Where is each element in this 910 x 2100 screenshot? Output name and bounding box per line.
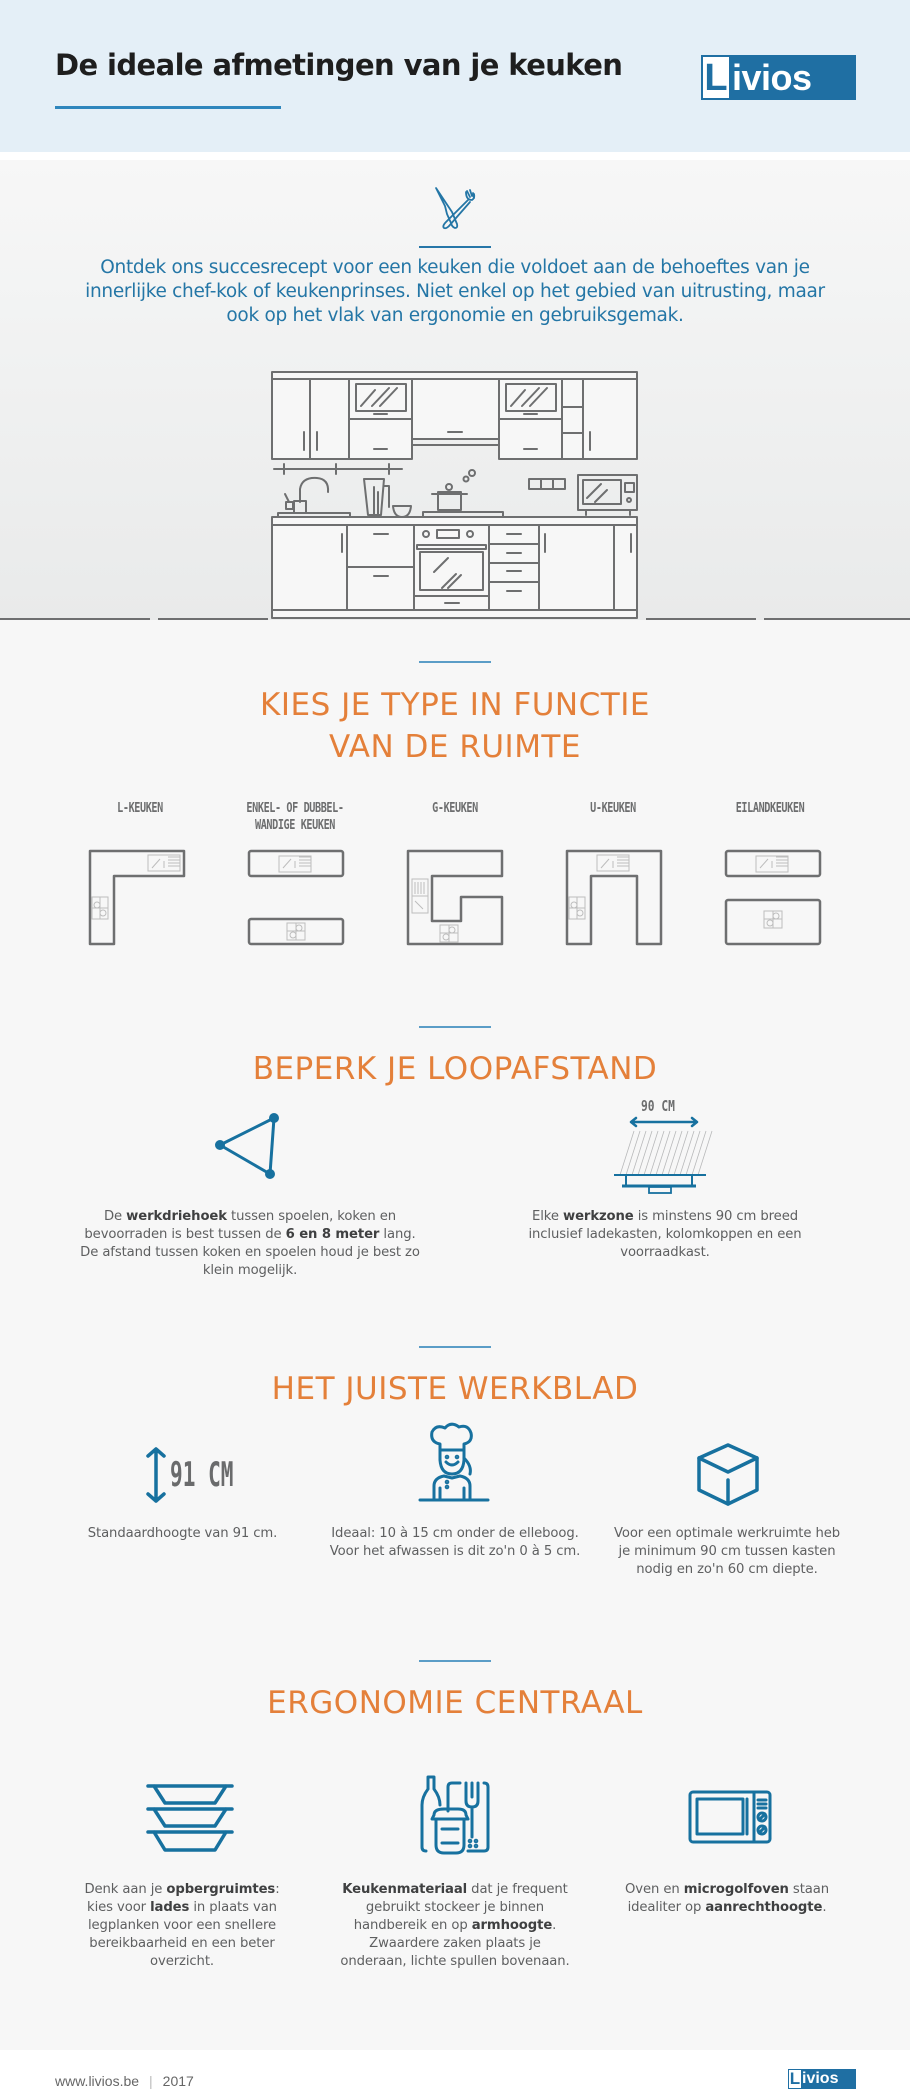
u-kitchen-plan[interactable]: [565, 849, 665, 949]
livios-logo[interactable]: [701, 55, 856, 100]
type-label-line: WANDIGE KEUKEN: [254, 818, 335, 833]
footer-year: 2017: [162, 2073, 194, 2089]
cutlery-icon: [432, 186, 478, 232]
l-kitchen-plan[interactable]: [88, 849, 188, 949]
logo-wordmark: ivios: [732, 56, 812, 98]
drawers-description: Denk aan je opbergruimtes: kies voor lades in plaats van legplanken voor een snellere bereikbaarheid en een beter overzicht.: [84, 1882, 280, 1969]
footer-separator: |: [149, 2073, 153, 2089]
type-label-l-keuken: L-KEUKEN: [117, 801, 163, 816]
section-title-ergonomics: ERGONOMIE CENTRAAL: [267, 1685, 643, 1721]
bold-term: aanrechthoogte: [705, 1900, 823, 1915]
kitchen-utensils-icon: [420, 1775, 492, 1857]
header-banner: [0, 0, 910, 152]
floor-line: [0, 618, 150, 620]
bold-term: 6 en 8 meter: [285, 1227, 380, 1242]
g-kitchen-plan[interactable]: [406, 849, 506, 949]
title-underline: [55, 106, 281, 109]
chef-icon: [418, 1422, 492, 1504]
floor-line: [158, 618, 268, 620]
section-title-types: [0, 684, 910, 768]
workzone-description: Elke werkzone is minstens 90 cm breed inclusief ladekasten, kolomkoppen en een voorraadkast.: [528, 1209, 802, 1260]
type-label-u-keuken: U-KEUKEN: [590, 801, 636, 816]
footer: [0, 2053, 910, 2100]
page-title: De ideale afmetingen van je keuken: [55, 48, 623, 82]
kitchen-illustration: [262, 362, 646, 622]
triangle-icon: [212, 1110, 282, 1180]
bold-term: lades: [150, 1900, 190, 1915]
section-title-line: KIES JE TYPE IN FUNCTIE: [260, 687, 650, 723]
type-label-eilandkeuken: EILANDKEUKEN: [735, 801, 805, 816]
cube-description: Voor een optimale werkruimte heb je minimum 90 cm tussen kasten nodig en zo'n 60 cm diepte.: [613, 1526, 841, 1577]
section-divider: [419, 661, 491, 663]
type-label-line: ENKEL- OF DUBBEL-: [246, 801, 344, 816]
microwave-description: Oven en microgolfoven staan idealiter op aanrechthoogte.: [625, 1882, 829, 1915]
intro-paragraph: Ontdek ons succesrecept voor een keuken die voldoet aan de behoeftes van je innerlijke chef-kok of keukenprinses. Niet enkel op het gebied van uitrusting, maar ook op het vlak van ergonomie en gebruiksgemak.: [85, 257, 825, 326]
height-arrow-icon: [146, 1446, 166, 1504]
floor-line: [646, 618, 756, 620]
logo-letter: L: [789, 2069, 801, 2088]
section-title-worktop: HET JUISTE WERKBLAD: [271, 1371, 639, 1407]
dimension-label-91cm: 91 CM: [170, 1455, 234, 1495]
bold-term: armhoogte: [471, 1918, 553, 1933]
microwave-icon: [688, 1790, 772, 1844]
type-label-g-keuken: G-KEUKEN: [432, 801, 478, 816]
type-label-parallel: [233, 800, 358, 834]
section-divider: [419, 1026, 491, 1028]
island-kitchen-plan[interactable]: [724, 849, 824, 949]
website-link[interactable]: www.livios.be: [55, 2073, 140, 2089]
cube-icon: [695, 1442, 761, 1508]
utensils-description: Keukenmateriaal dat je frequent gebruikt stockeer je binnen handbereik en op armhoogte. Zwaardere zaken plaats je onderaan, lichte spullen bovenaan.: [340, 1882, 570, 1969]
drawers-icon: [146, 1783, 234, 1855]
footer-info: [55, 2073, 194, 2089]
section-divider: [419, 1660, 491, 1662]
bold-term: werkdriehoek: [126, 1209, 227, 1224]
section-title-distance: BEPERK JE LOOPAFSTAND: [252, 1051, 658, 1087]
section-divider: [419, 1346, 491, 1348]
workzone-icon: [612, 1115, 718, 1195]
triangle-description: De werkdriehoek tussen spoelen, koken en bevoorraden is best tussen de 6 en 8 meter lang. De afstand tussen koken en spoelen houd je best zo klein mogelijk.: [80, 1209, 420, 1278]
floor-line: [764, 618, 910, 620]
bold-term: werkzone: [562, 1209, 634, 1224]
section-title-line: VAN DE RUIMTE: [329, 729, 581, 765]
intro-divider: [419, 246, 491, 248]
chef-description: Ideaal: 10 à 15 cm onder de elleboog. Voor het afwassen is dit zo'n 0 à 5 cm.: [329, 1526, 581, 1559]
bold-term: Keukenmateriaal: [342, 1882, 468, 1897]
dimension-label-90cm: 90 CM: [641, 1097, 675, 1115]
bold-term: opbergruimtes: [166, 1882, 276, 1897]
height-description: Standaardhoogte van 91 cm.: [87, 1526, 278, 1541]
parallel-kitchen-plan[interactable]: [247, 849, 347, 949]
bold-term: microgolfoven: [683, 1882, 789, 1897]
footer-livios-logo[interactable]: [788, 2069, 856, 2089]
logo-letter: L: [704, 56, 728, 99]
logo-wordmark: ivios: [802, 2070, 839, 2087]
